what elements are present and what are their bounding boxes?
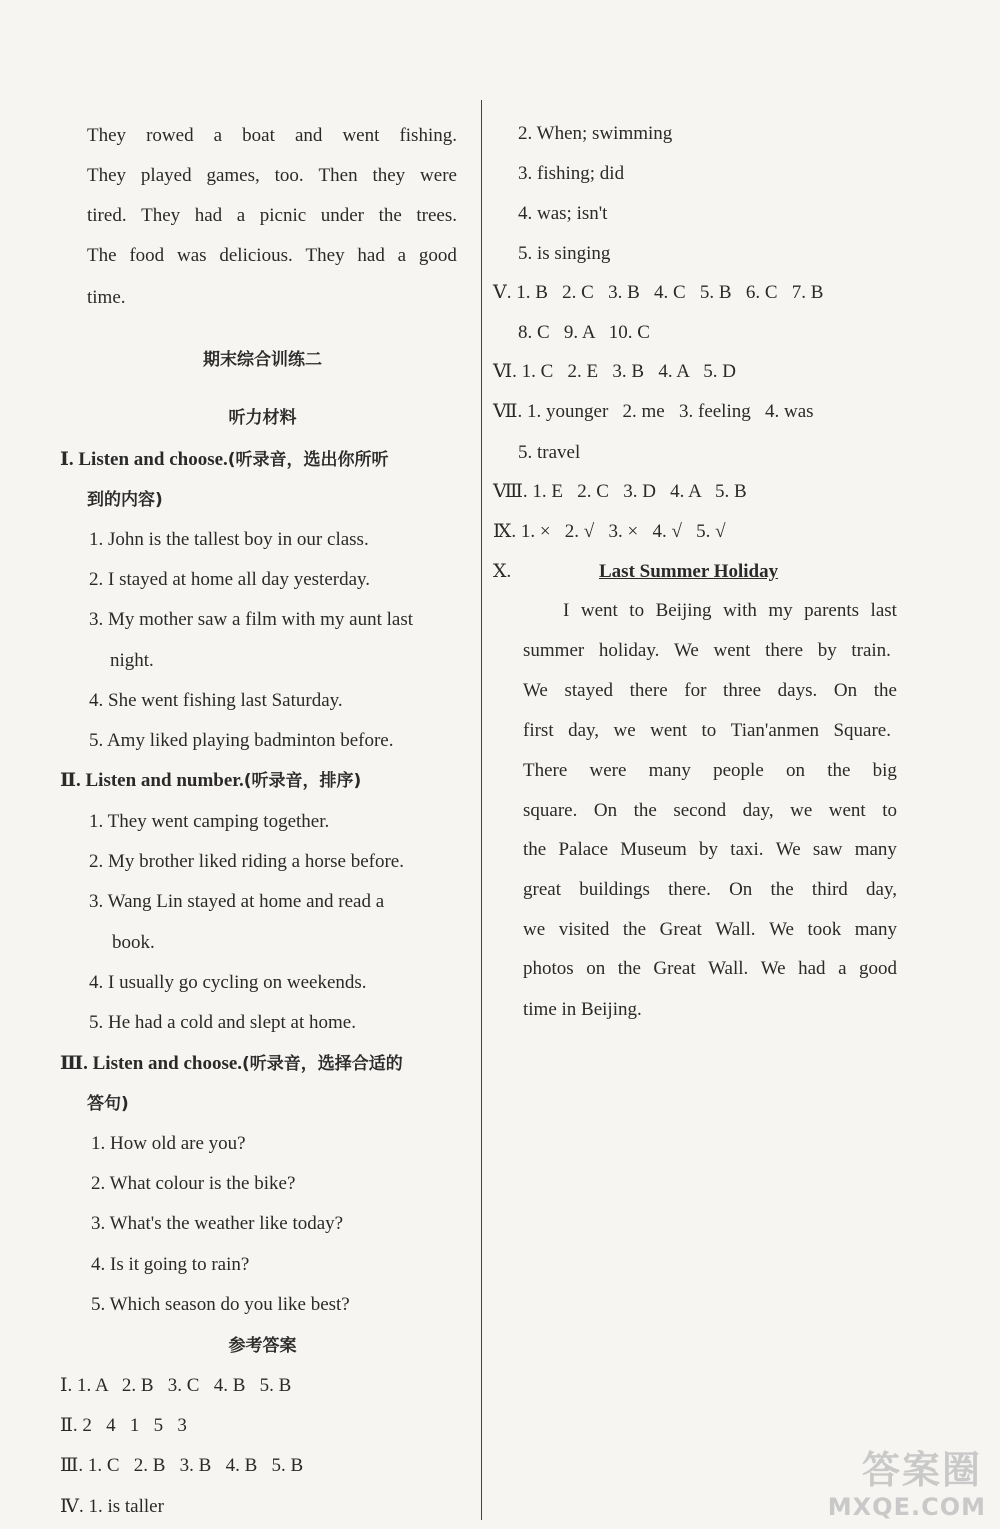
- section-2-heading-en: Ⅱ. Listen and number.: [60, 770, 244, 791]
- answers-title: 参考答案: [228, 1336, 297, 1356]
- answer-line: 4. was; isn't: [518, 203, 608, 224]
- essay-line: the Palace Museum by taxi. We saw many: [523, 839, 897, 860]
- section-1-heading-zh-cont: 到的内容): [87, 490, 163, 510]
- answer-line: 2. When; swimming: [518, 123, 673, 144]
- passage-line: time.: [87, 287, 126, 308]
- essay-line: I went to Beijing with my parents last: [563, 600, 897, 621]
- answer-line: 5. is singing: [518, 243, 611, 264]
- essay-line: We stayed there for three days. On the: [523, 680, 897, 701]
- listening-title: 听力材料: [228, 408, 297, 428]
- list-item: 2. My brother liked riding a horse before.: [89, 851, 404, 872]
- section-1-heading-en: Ⅰ. Listen and choose.: [60, 449, 228, 470]
- watermark-logo: [801, 1439, 986, 1521]
- list-item: 3. My mother saw a film with my aunt last: [89, 609, 414, 630]
- section-1-heading-zh: (听录音，选出你所听: [227, 450, 389, 470]
- essay-title: Last Summer Holiday: [599, 561, 779, 582]
- passage-line: tired. They had a picnic under the trees.: [87, 205, 457, 226]
- section-3-heading-zh-cont: 答句): [87, 1094, 129, 1114]
- section-3-heading-en: Ⅲ. Listen and choose.: [60, 1053, 243, 1074]
- exam-title: 期末综合训练二: [203, 350, 322, 370]
- answer-line: 5. travel: [518, 442, 581, 463]
- list-item: 5. Amy liked playing badminton before.: [89, 730, 394, 751]
- answer-line: Ⅸ. 1. × 2. √ 3. × 4. √ 5. √: [493, 521, 726, 542]
- list-item: book.: [112, 932, 155, 953]
- answer-line: Ⅴ. 1. B 2. C 3. B 4. C 5. B 6. C 7. B: [493, 282, 824, 303]
- section-10-label: Ⅹ.: [493, 561, 512, 582]
- list-item: night.: [110, 650, 154, 671]
- section-3-heading-zh: (听录音，选择合适的: [242, 1054, 403, 1074]
- answer-line: 8. C 9. A 10. C: [518, 322, 650, 343]
- list-item: 3. What's the weather like today?: [91, 1213, 344, 1234]
- list-item: 5. He had a cold and slept at home.: [89, 1012, 356, 1033]
- section-2-heading: [60, 769, 361, 793]
- section-1-heading: [60, 448, 389, 472]
- answer-line: Ⅵ. 1. C 2. E 3. B 4. A 5. D: [493, 361, 736, 382]
- answer-line: Ⅶ. 1. younger 2. me 3. feeling 4. was: [493, 401, 814, 422]
- essay-line: great buildings there. On the third day,: [523, 879, 897, 900]
- essay-line: first day, we went to Tian'anmen Square.: [523, 720, 891, 741]
- watermark-bottom: MXQE.COM: [827, 1493, 986, 1521]
- list-item: 2. I stayed at home all day yesterday.: [89, 569, 371, 590]
- list-item: 4. She went fishing last Saturday.: [89, 690, 343, 711]
- section-2-heading-zh: (听录音，排序): [243, 771, 362, 791]
- list-item: 3. Wang Lin stayed at home and read a: [89, 891, 385, 912]
- answer-line: Ⅳ. 1. is taller: [60, 1496, 164, 1517]
- list-item: 5. Which season do you like best?: [91, 1294, 350, 1315]
- list-item: 2. What colour is the bike?: [91, 1173, 296, 1194]
- column-divider: [481, 100, 482, 1520]
- essay-line: photos on the Great Wall. We had a good: [523, 958, 897, 979]
- list-item: 1. How old are you?: [91, 1133, 246, 1154]
- list-item: 1. John is the tallest boy in our class.: [89, 529, 369, 550]
- essay-line: time in Beijing.: [523, 999, 642, 1020]
- passage-line: The food was delicious. They had a good: [87, 245, 457, 266]
- passage-line: They played games, too. Then they were: [87, 165, 457, 186]
- answer-line: Ⅲ. 1. C 2. B 3. B 4. B 5. B: [60, 1455, 304, 1476]
- list-item: 1. They went camping together.: [89, 811, 330, 832]
- essay-line: summer holiday. We went there by train.: [523, 640, 891, 661]
- list-item: 4. I usually go cycling on weekends.: [89, 972, 367, 993]
- essay-line: square. On the second day, we went to: [523, 800, 897, 821]
- answer-line: Ⅰ. 1. A 2. B 3. C 4. B 5. B: [60, 1375, 292, 1396]
- passage-line: They rowed a boat and went fishing.: [87, 125, 457, 146]
- section-3-heading: [60, 1052, 403, 1076]
- answer-line: Ⅱ. 2 4 1 5 3: [60, 1415, 187, 1436]
- essay-line: There were many people on the big: [523, 760, 897, 781]
- watermark-top: 答案圈: [861, 1448, 982, 1492]
- list-item: 4. Is it going to rain?: [91, 1254, 250, 1275]
- essay-line: we visited the Great Wall. We took many: [523, 919, 897, 940]
- answer-line: Ⅷ. 1. E 2. C 3. D 4. A 5. B: [493, 481, 747, 502]
- answer-line: 3. fishing; did: [518, 163, 625, 184]
